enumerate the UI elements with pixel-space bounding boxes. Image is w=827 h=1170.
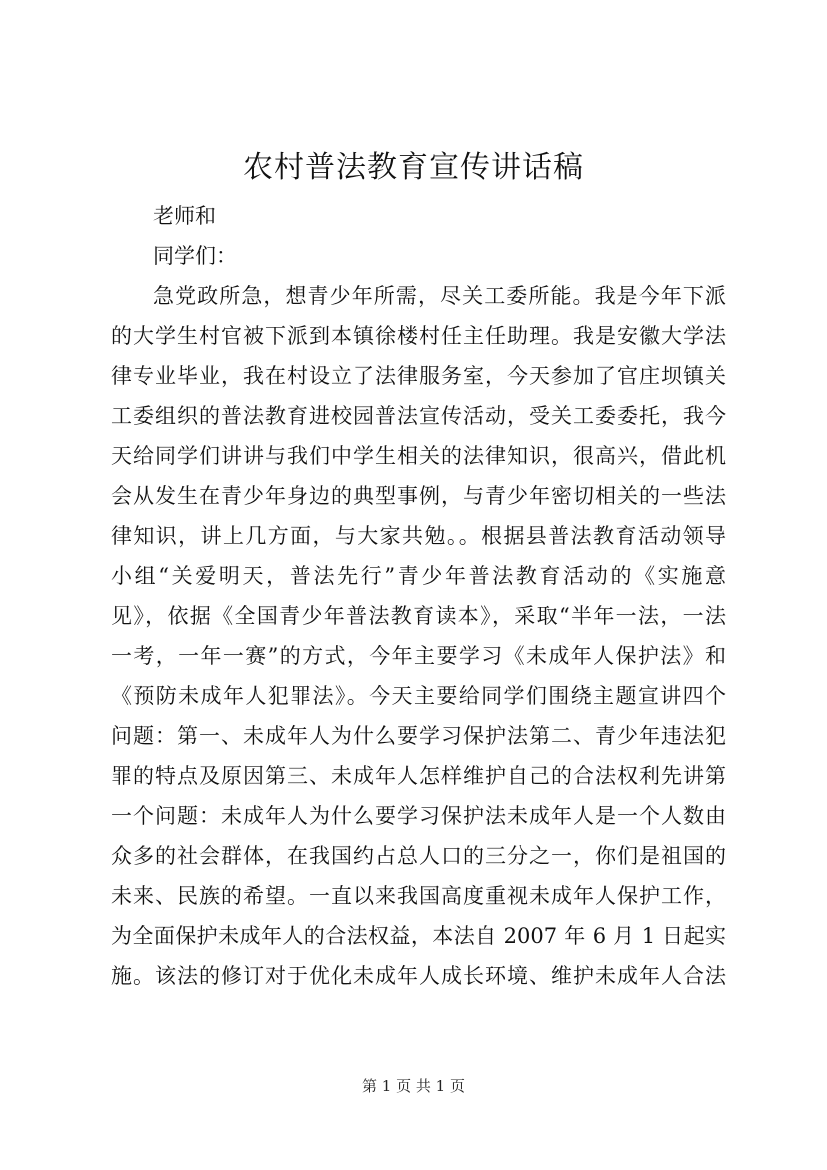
body-line: 问题：第一、未成年人为什么要学习保护法第二、青少年违法犯 bbox=[111, 724, 726, 748]
document-body bbox=[111, 196, 726, 996]
body-line: 老师和 bbox=[153, 204, 216, 228]
document-title: 农村普法教育宣传讲话稿 bbox=[243, 150, 584, 185]
body-line: 罪的特点及原因第三、未成年人怎样维护自己的合法权利先讲第 bbox=[111, 764, 726, 788]
body-line: 一考，一年一赛”的方式，今年主要学习《未成年人保护法》和 bbox=[111, 644, 726, 668]
body-line: 未来、民族的希望。一直以来我国高度重视未成年人保护工作， bbox=[111, 884, 726, 908]
body-line: 见》，依据《全国青少年普法教育读本》，采取“半年一法，一法 bbox=[111, 604, 726, 628]
body-line: 小组“关爱明天，普法先行”青少年普法教育活动的《实施意 bbox=[111, 564, 726, 588]
body-line: 天给同学们讲讲与我们中学生相关的法律知识，很高兴，借此机 bbox=[111, 444, 726, 468]
body-line: 急党政所急，想青少年所需，尽关工委所能。我是今年下派 bbox=[153, 284, 726, 308]
body-line: 一个问题：未成年人为什么要学习保护法未成年人是一个人数由 bbox=[111, 804, 726, 828]
body-line: 同学们： bbox=[153, 244, 237, 268]
body-line: 工委组织的普法教育进校园普法宣传活动，受关工委委托，我今 bbox=[111, 404, 726, 428]
body-line: 众多的社会群体，在我国约占总人口的三分之一，你们是祖国的 bbox=[111, 844, 726, 868]
body-line: 为全面保护未成年人的合法权益，本法自 2007 年 6 月 1 日起实 bbox=[111, 924, 726, 948]
body-line: 会从发生在青少年身边的典型事例，与青少年密切相关的一些法 bbox=[111, 484, 726, 508]
body-line: 律专业毕业，我在村设立了法律服务室，今天参加了官庄坝镇关 bbox=[111, 364, 726, 388]
body-line: 《预防未成年人犯罪法》。今天主要给同学们围绕主题宣讲四个 bbox=[111, 684, 726, 708]
page-footer: 第 1 页 共 1 页 bbox=[362, 1077, 465, 1095]
body-line: 律知识，讲上几方面，与大家共勉。。根据县普法教育活动领导 bbox=[111, 524, 726, 548]
body-line: 的大学生村官被下派到本镇徐楼村任主任助理。我是安徽大学法 bbox=[111, 324, 726, 348]
body-line: 施。该法的修订对于优化未成年人成长环境、维护未成年人合法 bbox=[111, 964, 726, 988]
